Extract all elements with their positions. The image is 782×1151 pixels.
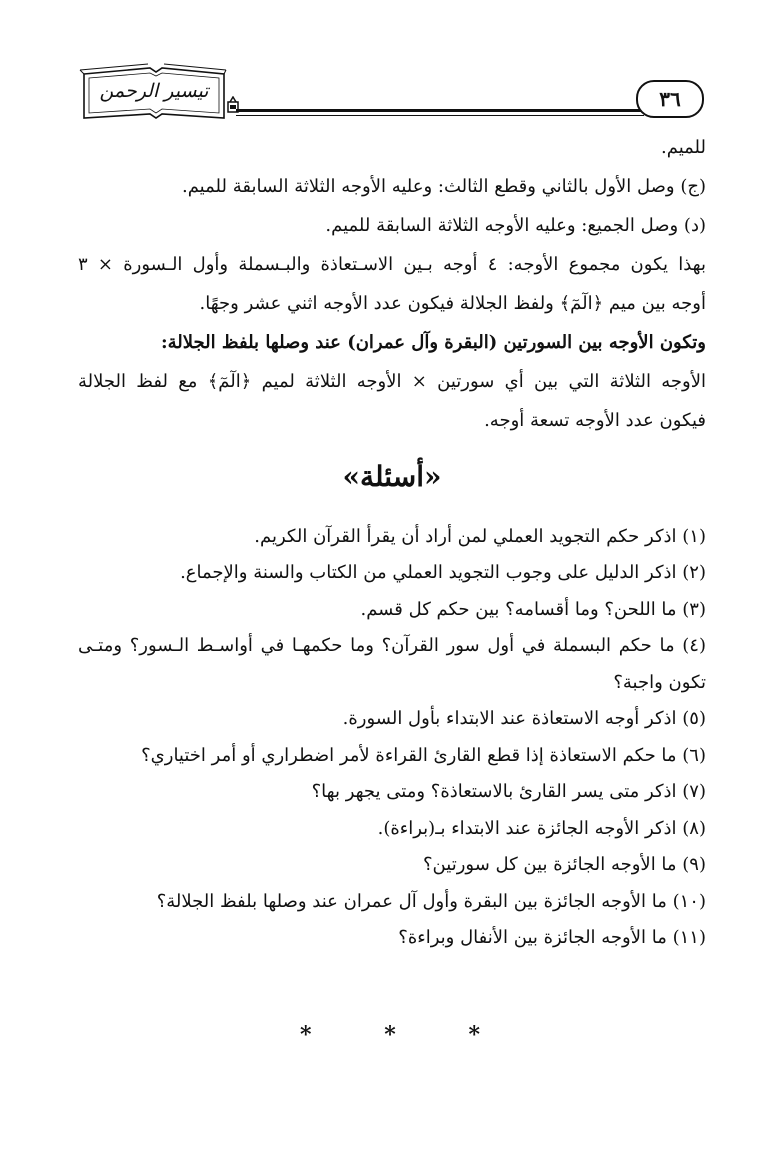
question-item: (٨) اذكر الأوجه الجائزة عند الابتداء بـ(براءة). <box>377 817 706 839</box>
paragraph-line: للميم. <box>661 137 706 158</box>
question-item: (٥) اذكر أوجه الاستعاذة عند الابتداء بأول السورة. <box>342 708 706 730</box>
question-item: (٣) ما اللحن؟ وما أقسامه؟ بين حكم كل قسم. <box>360 598 706 620</box>
paragraph-line: فيكون عدد الأوجه تسعة أوجه. <box>484 410 706 431</box>
question-item: (١١) ما الأوجه الجائزة بين الأنفال وبراءة؟ <box>398 927 706 949</box>
book-title-emblem <box>78 62 228 124</box>
question-item: (٦) ما حكم الاستعاذة إذا قطع القارئ القراءة لأمر اضطراري أو أمر اختياري؟ <box>141 744 706 766</box>
paragraph-line: (ج) وصل الأول بالثاني وقطع الثالث: وعليه الأوجه الثلاثة السابقة للميم. <box>181 176 706 197</box>
book-title: تيسير الرحمن <box>99 80 209 102</box>
paragraph-line: (د) وصل الجميع: وعليه الأوجه الثلاثة السابقة للميم. <box>325 215 706 236</box>
section-title: «أسئلة» <box>342 459 442 493</box>
asterisk-mark: * <box>468 1022 480 1048</box>
paragraph-line: الأوجه الثلاثة التي بين أي سورتين × الأوجه الثلاثة لميم ﴿الٓمٓ﴾ مع لفظ الجلالة <box>78 371 706 392</box>
question-item: (٤) ما حكم البسملة في أول سور القرآن؟ وما حكمهـا في أواسـط الـسور؟ ومتـى <box>78 635 706 657</box>
question-item-continuation: تكون واجبة؟ <box>613 671 706 693</box>
questions-list <box>78 518 706 956</box>
paragraph-line: بهذا يكون مجموع الأوجه: ٤ أوجه بـين الاسـتعاذة والبـسملة وأول الـسورة × ٣ <box>78 254 706 275</box>
asterisk-mark: * <box>384 1022 396 1048</box>
paragraph-line: أوجه بين ميم ﴿الٓمٓ﴾ ولفظ الجلالة فيكون عدد الأوجه اثني عشر وجهًا. <box>199 293 706 314</box>
page-body <box>78 128 706 956</box>
page-number: ٣٦ <box>636 80 704 118</box>
question-item: (٧) اذكر متى يسر القارئ بالاستعاذة؟ ومتى يجهر بها؟ <box>311 781 706 803</box>
bold-heading-line: وتكون الأوجه بين السورتين (البقرة وآل عمران) عند وصلها بلفظ الجلالة: <box>161 332 706 353</box>
end-of-section-marks <box>300 1022 480 1048</box>
header-rule-thin <box>236 115 644 116</box>
question-item: (١) اذكر حكم التجويد العملي لمن أراد أن يقرأ القرآن الكريم. <box>254 525 706 547</box>
question-item: (٩) ما الأوجه الجائزة بين كل سورتين؟ <box>423 854 706 876</box>
question-item: (١٠) ما الأوجه الجائزة بين البقرة وأول آل عمران عند وصلها بلفظ الجلالة؟ <box>156 890 706 912</box>
asterisk-mark: * <box>300 1022 312 1048</box>
page-header <box>78 62 708 124</box>
question-item: (٢) اذكر الدليل على وجوب التجويد العملي من الكتاب والسنة والإجماع. <box>180 562 706 584</box>
header-rule <box>236 109 644 112</box>
